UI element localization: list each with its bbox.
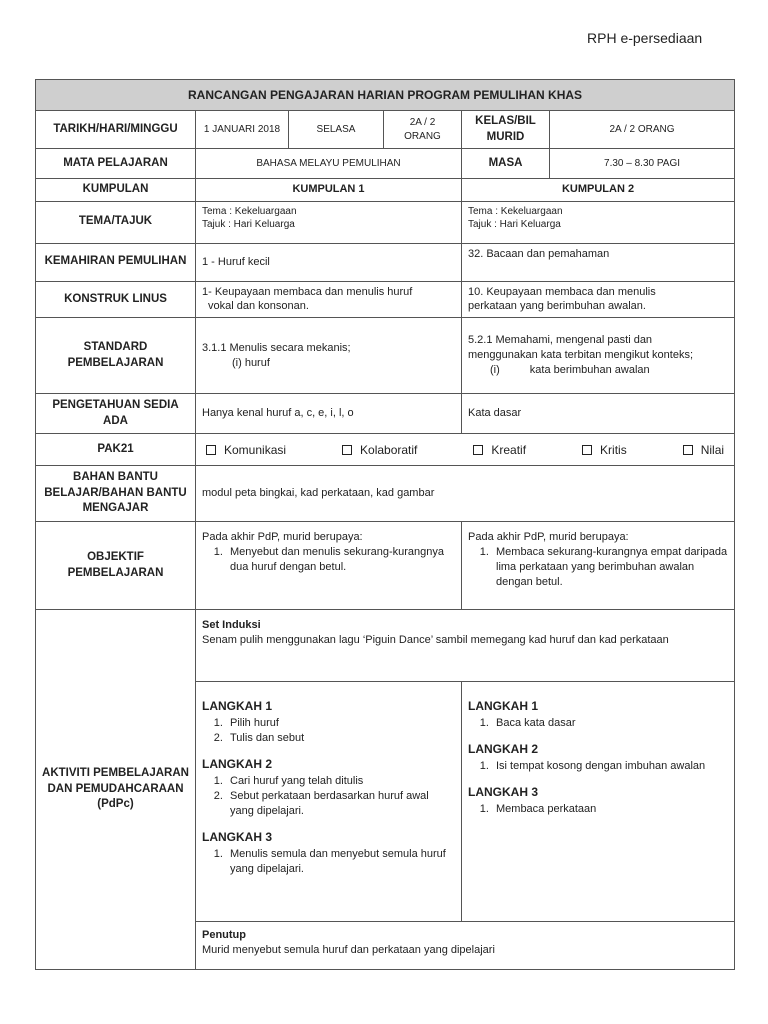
group2-objektif: Pada akhir PdP, murid berupaya: 1. Membaca sekurang-kurangnya empat daripada lima perkataan yang berimbuhan awalan dengan betul. <box>462 522 735 610</box>
class-count-value: 2A / 2 ORANG <box>384 111 462 149</box>
label-standard: STANDARD PEMBELAJARAN <box>36 318 196 394</box>
label-bahan: BAHAN BANTU BELAJAR/BAHAN BANTU MENGAJAR <box>36 466 196 522</box>
group2-standard: 5.2.1 Memahami, mengenal pasti dan menggunakan kata terbitan mengikut konteks; (i) kata berimbuhan awalan <box>462 318 735 394</box>
label-kumpulan: KUMPULAN <box>36 179 196 202</box>
group2-aktiviti: LANGKAH 1 1. Baca kata dasar LANGKAH 2 1. Isi tempat kosong dengan imbuhan awalan LANGKAH 3 1. Membaca perkataan <box>462 682 735 922</box>
label-masa: MASA <box>462 149 550 179</box>
bahan-value: modul peta bingkai, kad perkataan, kad gambar <box>196 466 735 522</box>
group1-pengetahuan: Hanya kenal huruf a, c, e, i, l, o <box>196 394 462 434</box>
penutup: Penutup Murid menyebut semula huruf dan perkataan yang dipelajari <box>196 922 735 970</box>
plan-title: RANCANGAN PENGAJARAN HARIAN PROGRAM PEMULIHAN KHAS <box>36 80 735 111</box>
label-tarikh: TARIKH/HARI/MINGGU <box>36 111 196 149</box>
group2-header: KUMPULAN 2 <box>462 179 735 202</box>
pak21-kreatif[interactable]: Kreatif <box>473 442 526 458</box>
pak21-options <box>196 434 735 466</box>
subject-value: BAHASA MELAYU PEMULIHAN <box>196 149 462 179</box>
page-header: RPH e-persediaan <box>587 30 703 46</box>
checkbox-icon[interactable] <box>582 445 592 455</box>
kelas-value: 2A / 2 ORANG <box>550 111 735 149</box>
checkbox-icon[interactable] <box>683 445 693 455</box>
label-pengetahuan: PENGETAHUAN SEDIA ADA <box>36 394 196 434</box>
checkbox-icon[interactable] <box>342 445 352 455</box>
date-value: 1 JANUARI 2018 <box>196 111 289 149</box>
pak21-kritis[interactable]: Kritis <box>582 442 627 458</box>
pak21-komunikasi[interactable]: Komunikasi <box>206 442 286 458</box>
label-kemahiran: KEMAHIRAN PEMULIHAN <box>36 243 196 281</box>
group1-kemahiran: 1 - Huruf kecil <box>196 243 462 281</box>
label-objektif: OBJEKTIF PEMBELAJARAN <box>36 522 196 610</box>
checkbox-icon[interactable] <box>206 445 216 455</box>
masa-value: 7.30 – 8.30 PAGI <box>550 149 735 179</box>
checkbox-icon[interactable] <box>473 445 483 455</box>
group1-standard: 3.1.1 Menulis secara mekanis; (i) huruf <box>196 318 462 394</box>
group1-tema: Tema : Kekeluargaan Tajuk : Hari Keluarga <box>196 201 462 243</box>
lesson-plan-table <box>35 79 735 970</box>
group2-tema: Tema : Kekeluargaan Tajuk : Hari Keluarga <box>462 201 735 243</box>
group2-konstruk: 10. Keupayaan membaca dan menulis perkataan yang berimbuhan awalan. <box>462 281 735 318</box>
group1-konstruk: 1- Keupayaan membaca dan menulis huruf vokal dan konsonan. <box>196 281 462 318</box>
group1-aktiviti: LANGKAH 1 1. Pilih huruf 2. Tulis dan sebut LANGKAH 2 1. Cari huruf yang telah ditulis 2. Sebut perkataan berdasarkan huruf awal yang dipelajari. LANGKAH 3 1. Menulis semula dan menyebut semula huruf yang dipelajari. <box>196 682 462 922</box>
label-pak21: PAK21 <box>36 434 196 466</box>
day-value: SELASA <box>289 111 384 149</box>
pak21-kolaboratif[interactable]: Kolaboratif <box>342 442 417 458</box>
label-aktiviti: AKTIVITI PEMBELAJARAN DAN PEMUDAHCARAAN (PdPc) <box>36 610 196 970</box>
pak21-nilai[interactable]: Nilai <box>683 442 724 458</box>
label-mata-pelajaran: MATA PELAJARAN <box>36 149 196 179</box>
group2-kemahiran: 32. Bacaan dan pemahaman <box>462 243 735 281</box>
label-kelas: KELAS/BIL MURID <box>462 111 550 149</box>
set-induksi: Set Induksi Senam pulih menggunakan lagu ‘Piguin Dance’ sambil memegang kad huruf dan kad perkataan <box>196 610 735 682</box>
group2-pengetahuan: Kata dasar <box>462 394 735 434</box>
group1-header: KUMPULAN 1 <box>196 179 462 202</box>
label-konstruk: KONSTRUK LINUS <box>36 281 196 318</box>
group1-objektif: Pada akhir PdP, murid berupaya: 1. Menyebut dan menulis sekurang-kurangnya dua huruf dengan betul. <box>196 522 462 610</box>
label-tema: TEMA/TAJUK <box>36 201 196 243</box>
